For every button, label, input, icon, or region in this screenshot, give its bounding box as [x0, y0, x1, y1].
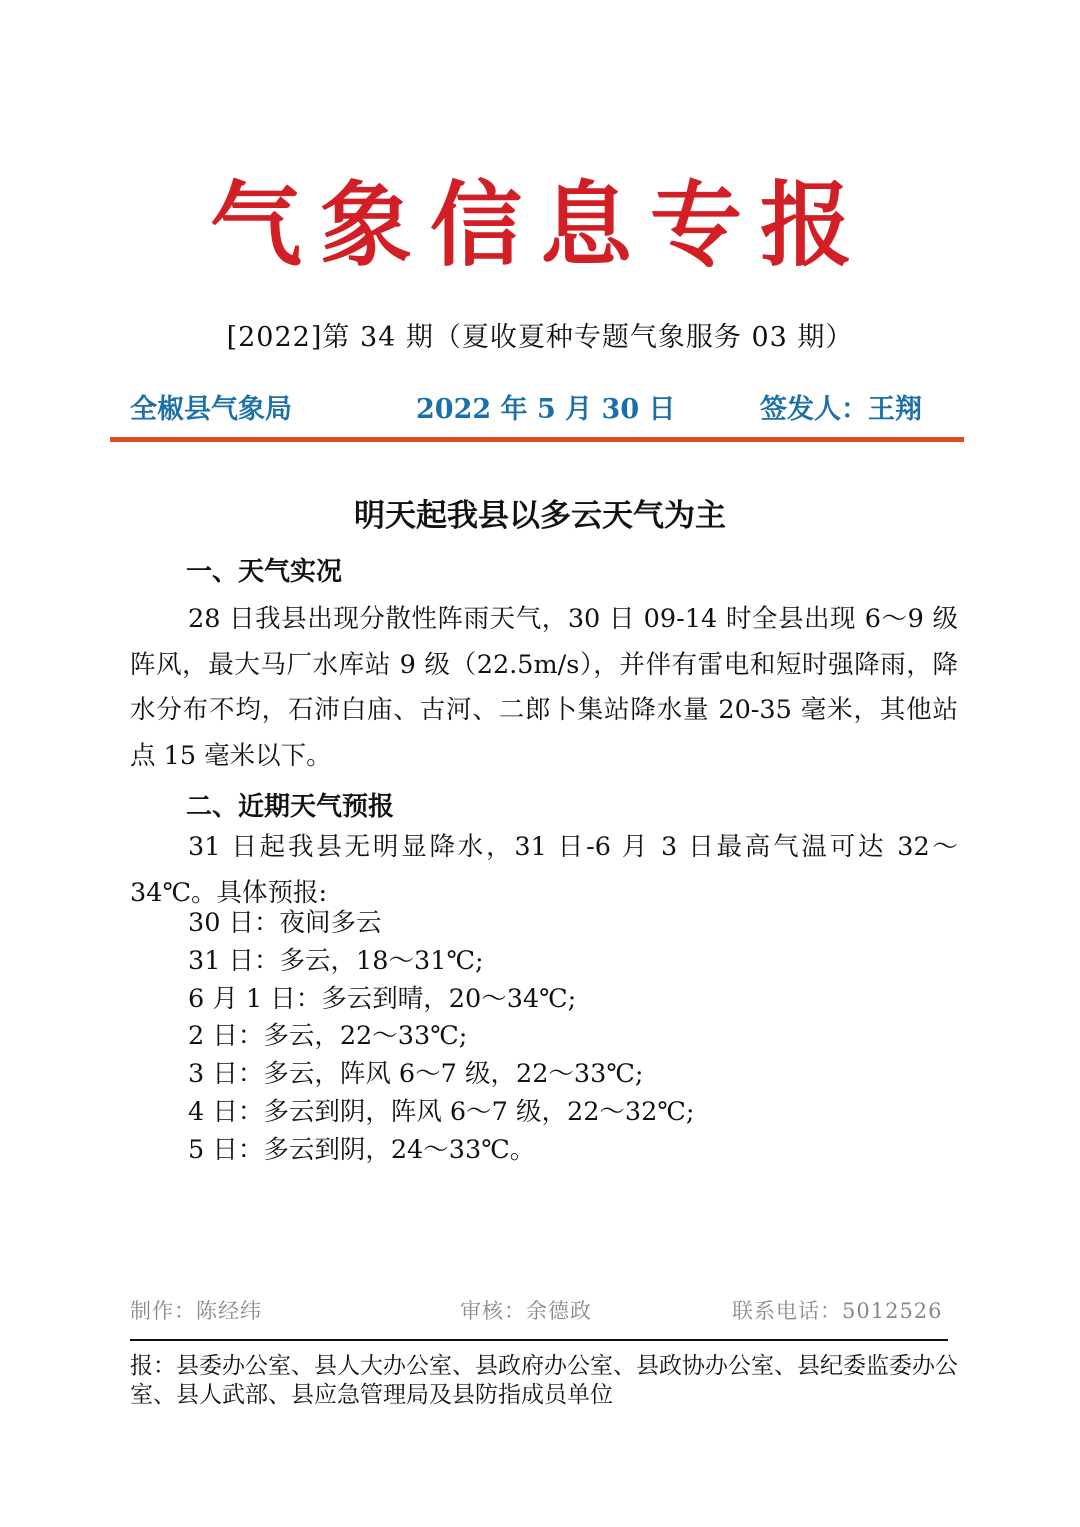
issuing-bureau: 全椒县气象局	[130, 394, 292, 425]
daily-forecast-list	[188, 905, 948, 1170]
forecast-item: 30 日：夜间多云	[188, 908, 382, 938]
forecast-paragraph: 31 日起我县无明显降水，31 日-6 月 3 日最高气温可达 32～34℃。具体预报:	[130, 832, 958, 908]
header-divider	[110, 437, 964, 442]
forecast-item: 4 日：多云到阴，阵风 6～7 级，22～32℃;	[188, 1096, 695, 1127]
forecast-item: 5 日：多云到阴，24～33℃。	[188, 1134, 536, 1165]
issue-number: [2022]第 34 期（夏收夏种专题气象服务 03 期）	[226, 322, 854, 353]
reviewer: 审核：余德政	[460, 1299, 592, 1323]
footer-divider	[130, 1339, 948, 1341]
section-heading-observations: 一、天气实况	[186, 557, 343, 587]
section-heading-forecast: 二、近期天气预报	[186, 792, 395, 822]
masthead-title: 气象信息专报	[209, 171, 870, 279]
observations-paragraph: 28 日我县出现分散性阵雨天气，30 日 09-14 时全县出现 6～9 级阵风，最大马厂水库站 9 级（22.5m/s），并伴有雷电和短时强降雨，降水分布不均，石沛白庙、古河、二郎卜集站降水量 20-35 毫米，其他站点 15 毫米以下。	[130, 604, 958, 771]
article-headline: 明天起我县以多云天气为主	[354, 498, 726, 534]
forecast-item: 3 日：多云，阵风 6～7 级，22～33℃;	[188, 1059, 644, 1090]
distribution-list: 报：县委办公室、县人大办公室、县政府办公室、县政协办公室、县纪委监委办公室、县人武部、县应急管理局及县防指成员单位	[130, 1353, 958, 1408]
signer: 签发人：王翔	[760, 394, 922, 425]
forecast-item: 31 日：多云，18～31℃;	[188, 945, 484, 976]
forecast-item: 2 日：多云，22～33℃;	[188, 1021, 468, 1052]
issue-date: 2022 年 5 月 30 日	[416, 394, 676, 425]
forecast-item: 6 月 1 日：多云到晴，20～34℃;	[188, 983, 577, 1014]
producer: 制作：陈经纬	[130, 1299, 262, 1323]
contact-phone: 联系电话：5012526	[732, 1299, 943, 1323]
